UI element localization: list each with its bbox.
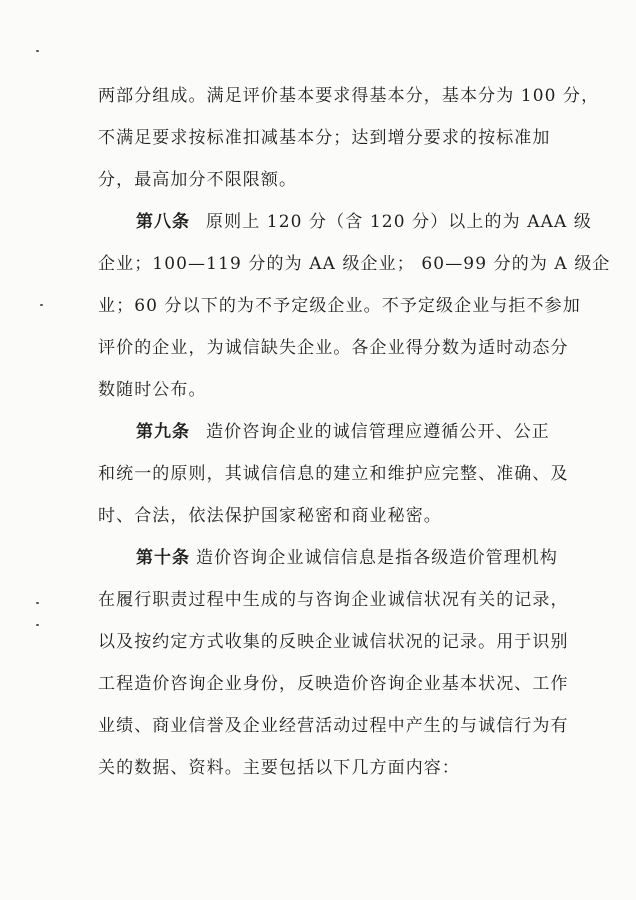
paragraph-line: 和统一的原则，其诚信信息的建立和维护应完整、准确、及 bbox=[98, 464, 569, 484]
paragraph-line: 不满足要求按标准扣减基本分；达到增分要求的按标准加 bbox=[98, 128, 551, 148]
article-9-line bbox=[136, 421, 550, 443]
paragraph-line: 两部分组成。满足评价基本要求得基本分，基本分为 100 分， bbox=[98, 86, 600, 106]
scan-speck bbox=[36, 624, 39, 626]
scan-speck bbox=[36, 602, 39, 604]
paragraph-line: 业；60 分以下的为不予定级企业。不予定级企业与拒不参加 bbox=[98, 296, 581, 316]
paragraph-line: 分，最高加分不限限额。 bbox=[98, 170, 298, 190]
paragraph-line: 工程造价咨询企业身份，反映造价咨询企业基本状况、工作 bbox=[98, 674, 569, 694]
article-heading: 第九条 bbox=[136, 422, 190, 442]
paragraph-line: 关的数据、资料。主要包括以下几方面内容： bbox=[98, 758, 460, 778]
article-heading: 第十条 bbox=[136, 548, 190, 568]
paragraph-text: 造价咨询企业的诚信管理应遵循公开、公正 bbox=[206, 422, 550, 442]
article-8-line bbox=[136, 211, 592, 233]
paragraph-line: 业绩、商业信誉及企业经营活动过程中产生的与诚信行为有 bbox=[98, 716, 569, 736]
scan-speck bbox=[40, 304, 43, 306]
paragraph-text: 原则上 120 分（含 120 分）以上的为 AAA 级 bbox=[206, 212, 592, 232]
paragraph-line: 数随时公布。 bbox=[98, 380, 207, 400]
paragraph-line: 以及按约定方式收集的反映企业诚信状况的记录。用于识别 bbox=[98, 632, 569, 652]
paragraph-line: 评价的企业，为诚信缺失企业。各企业得分数为适时动态分 bbox=[98, 338, 569, 358]
paragraph-line: 在履行职责过程中生成的与咨询企业诚信状况有关的记录， bbox=[98, 590, 569, 610]
article-10-line bbox=[136, 547, 558, 569]
paragraph-text: 造价咨询企业诚信信息是指各级造价管理机构 bbox=[196, 548, 558, 568]
article-heading: 第八条 bbox=[136, 212, 190, 232]
scan-speck bbox=[36, 50, 39, 52]
paragraph-line: 时、合法，依法保护国家秘密和商业秘密。 bbox=[98, 506, 442, 526]
paragraph-line: 企业；100—119 分的为 AA 级企业； 60—99 分的为 A 级企 bbox=[98, 254, 611, 274]
